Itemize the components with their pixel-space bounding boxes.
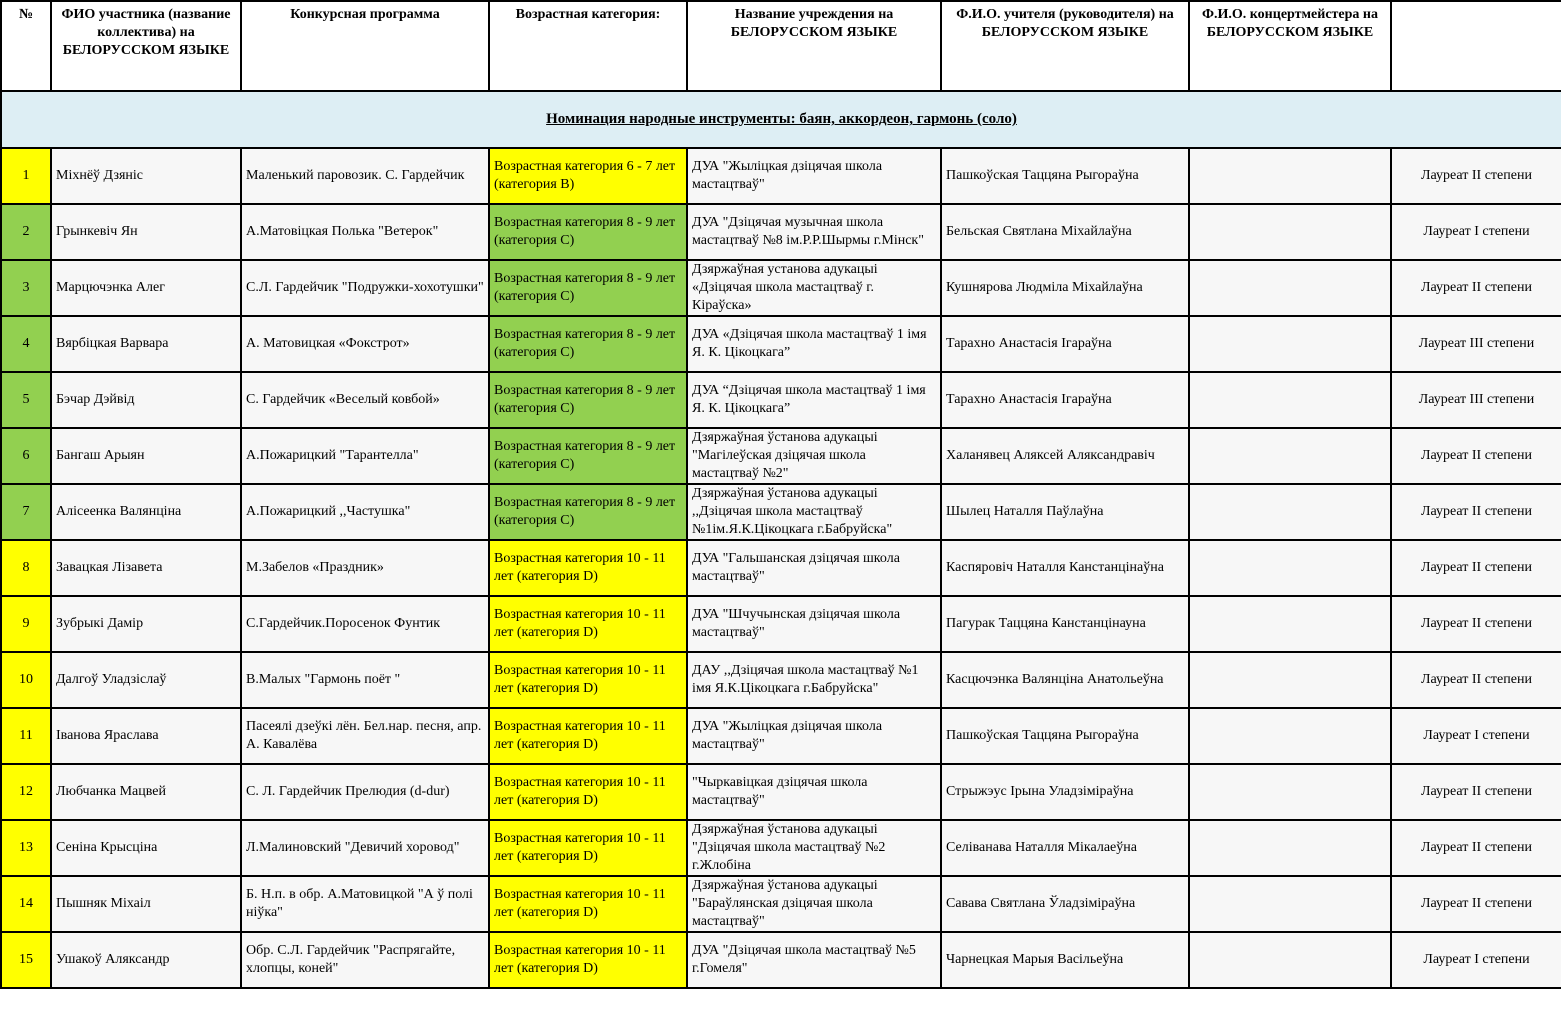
- cell-participant: Іванова Ярaслава: [51, 708, 241, 764]
- cell-teacher: Селіванава Наталля Мікалаеўна: [941, 820, 1189, 876]
- table-row: [1, 540, 1561, 596]
- table-row: [1, 484, 1561, 540]
- cell-teacher: Бельская Святлана Міхайлаўна: [941, 204, 1189, 260]
- header-cell-age-category: Возрастная категория:: [489, 1, 687, 91]
- table-row: [1, 764, 1561, 820]
- cell-award: Лауреат II степени: [1391, 820, 1561, 876]
- cell-number: 1: [1, 148, 51, 204]
- cell-program: М.Забелов «Праздник»: [241, 540, 489, 596]
- cell-accompanist: [1189, 652, 1391, 708]
- cell-number: 3: [1, 260, 51, 316]
- table-row: [1, 708, 1561, 764]
- cell-participant: Бангаш Арыян: [51, 428, 241, 484]
- header-cell-teacher: Ф.И.О. учителя (руководителя) на БЕЛОРУССКОМ ЯЗЫКЕ: [941, 1, 1189, 91]
- table-row: [1, 820, 1561, 876]
- cell-number: 4: [1, 316, 51, 372]
- cell-program: С.Л. Гардейчик "Подружки-хохотушки": [241, 260, 489, 316]
- cell-teacher: Каспяровіч Наталля Канстанцінаўна: [941, 540, 1189, 596]
- cell-award: Лауреат I степени: [1391, 204, 1561, 260]
- cell-age-category: Возрастная категория 8 - 9 лет (категория С): [489, 316, 687, 372]
- cell-institution: ДУА "Жыліцкая дзіцячая школа мастацтваў": [687, 148, 941, 204]
- cell-age-category: Возрастная категория 10 - 11 лет (категория D): [489, 652, 687, 708]
- table-row: [1, 316, 1561, 372]
- cell-accompanist: [1189, 876, 1391, 932]
- cell-age-category: Возрастная категория 10 - 11 лет (категория D): [489, 876, 687, 932]
- cell-participant: Марцючэнка Алег: [51, 260, 241, 316]
- cell-teacher: Касцючэнка Валянціна Анатольеўна: [941, 652, 1189, 708]
- cell-participant: Алісеенка Валянціна: [51, 484, 241, 540]
- cell-number: 7: [1, 484, 51, 540]
- cell-accompanist: [1189, 148, 1391, 204]
- cell-institution: ДУА "Гальшанская дзіцячая школа мастацтваў": [687, 540, 941, 596]
- cell-accompanist: [1189, 484, 1391, 540]
- cell-institution: ДУА «Дзіцячая школа мастацтваў 1 імя Я. К. Цікоцкага”: [687, 316, 941, 372]
- cell-age-category: Возрастная категория 10 - 11 лет (категория D): [489, 596, 687, 652]
- cell-award: Лауреат II степени: [1391, 540, 1561, 596]
- cell-institution: Дзяржаўная ўстанова адукацыі "Дзіцячая школа мастацтваў №2 г.Жлобіна: [687, 820, 941, 876]
- cell-teacher: Тарахно Анастасія Ігараўна: [941, 316, 1189, 372]
- cell-number: 11: [1, 708, 51, 764]
- cell-teacher: Кушнярова Людміла Міхайлаўна: [941, 260, 1189, 316]
- cell-participant: Любчанка Мацвей: [51, 764, 241, 820]
- cell-participant: Зубрыкі Дамір: [51, 596, 241, 652]
- cell-participant: Пышняк Міхаіл: [51, 876, 241, 932]
- cell-teacher: Халанявец Аляксей Аляксандравіч: [941, 428, 1189, 484]
- cell-participant: Грынкевіч Ян: [51, 204, 241, 260]
- table-row: [1, 876, 1561, 932]
- cell-accompanist: [1189, 820, 1391, 876]
- cell-program: А. Матовицкая «Фокстрот»: [241, 316, 489, 372]
- cell-age-category: Возрастная категория 8 - 9 лет (категория С): [489, 484, 687, 540]
- cell-age-category: Возрастная категория 10 - 11 лет (категория D): [489, 932, 687, 988]
- cell-institution: ДУА “Дзіцячая школа мастацтваў 1 імя Я. К. Цікоцкага”: [687, 372, 941, 428]
- cell-program: Б. Н.п. в обр. А.Матовицкой "А ў полі нiўка": [241, 876, 489, 932]
- cell-teacher: Тарахно Анастасія Ігараўна: [941, 372, 1189, 428]
- cell-award: Лауреат III степени: [1391, 316, 1561, 372]
- cell-program: Пасеялі дзеўкі лён. Бел.нар. песня, апр. А. Кавалёва: [241, 708, 489, 764]
- cell-award: Лауреат II степени: [1391, 764, 1561, 820]
- cell-teacher: Пашкоўская Таццяна Рыгораўна: [941, 708, 1189, 764]
- cell-accompanist: [1189, 540, 1391, 596]
- cell-number: 5: [1, 372, 51, 428]
- cell-institution: Дзяржаўная ўстанова адукацыі "Магілеўская дзіцячая школа мастацтваў №2": [687, 428, 941, 484]
- nomination-title: Номинация народные инструменты: баян, аккордеон, гармонь (соло): [546, 111, 1017, 127]
- cell-award: Лауреат I степени: [1391, 708, 1561, 764]
- cell-program: С.Гардейчик.Поросенок Фунтик: [241, 596, 489, 652]
- cell-program: А.Матовіцкая Полька "Ветерок": [241, 204, 489, 260]
- cell-program: Маленький паровозик. С. Гардейчик: [241, 148, 489, 204]
- cell-program: В.Малых "Гармонь поёт ": [241, 652, 489, 708]
- cell-institution: "Чыркавіцкая дзіцячая школа мастацтваў": [687, 764, 941, 820]
- cell-award: Лауреат II степени: [1391, 652, 1561, 708]
- table-row: [1, 372, 1561, 428]
- cell-age-category: Возрастная категория 8 - 9 лет (категория С): [489, 204, 687, 260]
- cell-award: Лауреат II степени: [1391, 484, 1561, 540]
- cell-award: Лауреат II степени: [1391, 876, 1561, 932]
- cell-accompanist: [1189, 316, 1391, 372]
- cell-age-category: Возрастная категория 8 - 9 лет (категория С): [489, 372, 687, 428]
- cell-program: А.Пожарицкий ,,Частушка": [241, 484, 489, 540]
- cell-teacher: Стрыжэус Ірына Уладзіміраўна: [941, 764, 1189, 820]
- cell-number: 15: [1, 932, 51, 988]
- header-cell-accompanist: Ф.И.О. концертмейстера на БЕЛОРУССКОМ ЯЗЫКЕ: [1189, 1, 1391, 91]
- cell-participant: Міхнёў Дзяніс: [51, 148, 241, 204]
- cell-age-category: Возрастная категория 10 - 11 лет (категория D): [489, 708, 687, 764]
- cell-accompanist: [1189, 708, 1391, 764]
- cell-accompanist: [1189, 428, 1391, 484]
- cell-age-category: Возрастная категория 10 - 11 лет (категория D): [489, 764, 687, 820]
- table-row: [1, 652, 1561, 708]
- cell-number: 13: [1, 820, 51, 876]
- cell-award: Лауреат III степени: [1391, 372, 1561, 428]
- cell-program: А.Пожарицкий "Тарантелла": [241, 428, 489, 484]
- cell-number: 12: [1, 764, 51, 820]
- cell-participant: Далгоў Уладзіслаў: [51, 652, 241, 708]
- header-row: [1, 1, 1561, 91]
- cell-number: 8: [1, 540, 51, 596]
- table-row: [1, 204, 1561, 260]
- cell-program: С. Гардейчик «Веселый ковбой»: [241, 372, 489, 428]
- cell-number: 10: [1, 652, 51, 708]
- table-row: [1, 932, 1561, 988]
- cell-award: Лауреат II степени: [1391, 428, 1561, 484]
- nomination-cell: [1, 91, 1561, 148]
- cell-participant: Бэчар Дэйвід: [51, 372, 241, 428]
- cell-age-category: Возрастная категория 10 - 11 лет (категория D): [489, 820, 687, 876]
- cell-number: 2: [1, 204, 51, 260]
- cell-institution: Дзяржаўная ўстанова адукацыі "Бараўлянская дзіцячая школа мастацтваў": [687, 876, 941, 932]
- header-cell-number: №: [1, 1, 51, 91]
- cell-teacher: Савава Святлана Ўладзіміраўна: [941, 876, 1189, 932]
- cell-accompanist: [1189, 260, 1391, 316]
- cell-institution: Дзяржаўная установа адукацыі «Дзіцячая школа мастацтваў г. Кіраўска»: [687, 260, 941, 316]
- cell-age-category: Возрастная категория 6 - 7 лет (категория В): [489, 148, 687, 204]
- cell-age-category: Возрастная категория 8 - 9 лет (категория С): [489, 260, 687, 316]
- cell-participant: Сеніна Крысціна: [51, 820, 241, 876]
- cell-accompanist: [1189, 204, 1391, 260]
- cell-award: Лауреат II степени: [1391, 260, 1561, 316]
- cell-teacher: Пагурак Таццяна Канстанцінауна: [941, 596, 1189, 652]
- table-row: [1, 260, 1561, 316]
- cell-participant: Завацкая Лізавета: [51, 540, 241, 596]
- cell-institution: ДУА "Дзіцячая школа мастацтваў №5 г.Гомеля": [687, 932, 941, 988]
- cell-number: 6: [1, 428, 51, 484]
- table-row: [1, 428, 1561, 484]
- nomination-row: [1, 91, 1561, 148]
- header-cell-participant: ФИО участника (название коллектива) на БЕЛОРУССКОМ ЯЗЫКЕ: [51, 1, 241, 91]
- cell-award: Лауреат II степени: [1391, 596, 1561, 652]
- cell-award: Лауреат I степени: [1391, 932, 1561, 988]
- cell-teacher: Пашкоўская Таццяна Рыгораўна: [941, 148, 1189, 204]
- cell-program: Л.Малиновский "Девичий хоровод": [241, 820, 489, 876]
- cell-institution: ДУА "Дзіцячая музычная школа мастацтваў №8 ім.Р.Р.Шырмы г.Мінск": [687, 204, 941, 260]
- cell-participant: Вярбіцкая Варвара: [51, 316, 241, 372]
- cell-program: Обр. С.Л. Гардейчик "Распрягайте, хлопцы, коней": [241, 932, 489, 988]
- cell-number: 14: [1, 876, 51, 932]
- cell-age-category: Возрастная категория 10 - 11 лет (категория D): [489, 540, 687, 596]
- cell-award: Лауреат II степени: [1391, 148, 1561, 204]
- cell-institution: Дзяржаўная ўстанова адукацыі ,,Дзіцячая школа мастацтваў №1ім.Я.К.Цікоцкага г.Бабруйска": [687, 484, 941, 540]
- cell-accompanist: [1189, 596, 1391, 652]
- cell-institution: ДУА "Шчучынская дзіцячая школа мастацтваў": [687, 596, 941, 652]
- table-row: [1, 148, 1561, 204]
- cell-teacher: Шылец Наталля Паўлаўна: [941, 484, 1189, 540]
- header-cell-institution: Название учреждения на БЕЛОРУССКОМ ЯЗЫКЕ: [687, 1, 941, 91]
- cell-program: С. Л. Гардейчик Прелюдия (d-dur): [241, 764, 489, 820]
- cell-number: 9: [1, 596, 51, 652]
- cell-age-category: Возрастная категория 8 - 9 лет (категория С): [489, 428, 687, 484]
- header-cell-award: [1391, 1, 1561, 91]
- cell-teacher: Чарнецкая Марыя Васільеўна: [941, 932, 1189, 988]
- header-cell-program: Конкурсная программа: [241, 1, 489, 91]
- cell-accompanist: [1189, 764, 1391, 820]
- cell-accompanist: [1189, 372, 1391, 428]
- table-row: [1, 596, 1561, 652]
- cell-institution: ДАУ ,,Дзіцячая школа мастацтваў №1 імя Я.К.Цікоцкага г.Бабруйска": [687, 652, 941, 708]
- cell-accompanist: [1189, 932, 1391, 988]
- cell-institution: ДУА "Жыліцкая дзіцячая школа мастацтваў": [687, 708, 941, 764]
- cell-participant: Ушакоў Аляксандр: [51, 932, 241, 988]
